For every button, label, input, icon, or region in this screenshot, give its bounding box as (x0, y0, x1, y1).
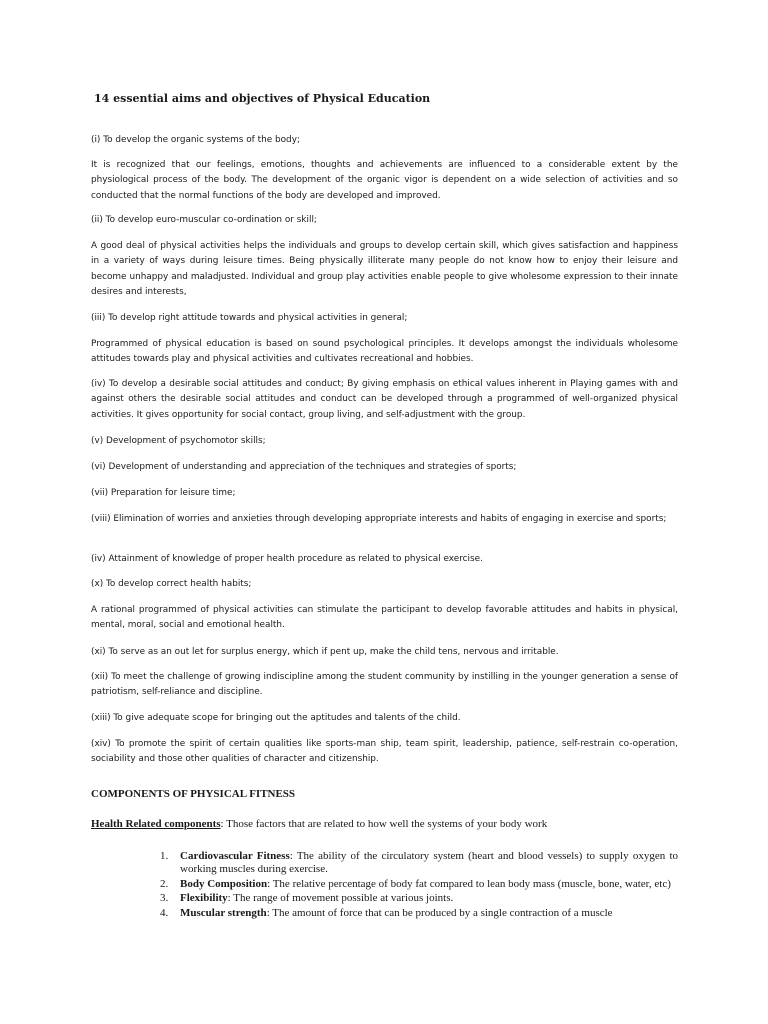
aim-heading: (v) Development of psychomotor skills; (91, 436, 266, 446)
item-number: 4. (160, 906, 169, 919)
paragraph: It is recognized that our feelings, emotions, thoughts and achievements are influenced to a considerable extent by the physiological process of the body. The development of the organic vigor is dependent on a wide selection of activities and so conducted that the normal functions of the body are developed and improved. (91, 160, 678, 201)
item-term: Flexibility (180, 892, 228, 904)
item-number: 1. (160, 850, 169, 862)
paragraph: A good deal of physical activities helps the individuals and groups to develop certain skill, which gives satisfaction and happiness in a variety of ways during leisure times. Being physically illiterate many people do not know how to enjoy their leisure and become unhappy and maladjusted. Individual and group play activities enable people to give wholesome expression to their innate desires and interests, (91, 241, 678, 297)
aim-heading: (xiii) To give adequate scope for bringing out the aptitudes and talents of the child. (91, 713, 461, 723)
aim-heading: (xi) To serve as an out let for surplus energy, which if pent up, make the child tens, nervous and irritable. (91, 647, 559, 657)
list-item (160, 850, 678, 876)
paragraph: Programmed of physical education is based on sound psychological principles. It develops amongst the individuals wholesome attitudes towards play and physical activities and cultivates recreational and hobbies. (91, 339, 678, 365)
item-number: 2. (160, 877, 169, 890)
list-item (160, 892, 678, 905)
item-number: 3. (160, 892, 169, 904)
item-term: Muscular strength (180, 906, 267, 919)
intro-text: : Those factors that are related to how well the systems of your body work (220, 818, 548, 830)
components-list (160, 850, 678, 921)
aim-heading: (vii) Preparation for leisure time; (91, 488, 236, 498)
aim-heading: (x) To develop correct health habits; (91, 579, 252, 589)
intro-label: Health Related components (91, 818, 221, 830)
item-desc: : The range of movement possible at various joints. (227, 892, 454, 904)
page-title: 14 essential aims and objectives of Physical Education (94, 92, 431, 105)
aim-heading: (iv) Attainment of knowledge of proper health procedure as related to physical exercise. (91, 554, 483, 564)
item-desc: : The amount of force that can be produced by a single contraction of a muscle (266, 906, 613, 919)
components-heading: COMPONENTS OF PHYSICAL FITNESS (91, 788, 296, 800)
aim-paragraph: (xiv) To promote the spirit of certain qualities like sports-man ship, team spirit, leadership, patience, self-restrain co-operation, sociability and those other qualities of character and citizenship. (91, 739, 678, 765)
aim-paragraph: (iv) To develop a desirable social attitudes and conduct; By giving emphasis on ethical values inherent in Playing games with and against others the desirable social attitudes and conduct can be developed through a programmed of well-organized physical activities. It gives opportunity for social contact, group living, and self-adjustment with the group. (91, 379, 678, 420)
item-desc: : The relative percentage of body fat compared to lean body mass (muscle, bone, water, etc) (267, 877, 671, 890)
aim-heading: (i) To develop the organic systems of the body; (91, 135, 300, 145)
components-intro (91, 818, 547, 830)
aim-heading: (vi) Development of understanding and appreciation of the techniques and strategies of sports; (91, 462, 517, 472)
paragraph: A rational programmed of physical activities can stimulate the participant to develop favorable attitudes and habits in physical, mental, moral, social and emotional health. (91, 605, 678, 631)
item-term: Cardiovascular Fitness (180, 850, 290, 862)
list-item (160, 907, 678, 920)
aim-paragraph: (xii) To meet the challenge of growing indiscipline among the student community by instilling in the younger generation a sense of patriotism, self-reliance and discipline. (91, 672, 678, 698)
item-term: Body Composition (180, 877, 268, 890)
aim-paragraph: (viii) Elimination of worries and anxieties through developing appropriate interests and habits of engaging in exercise and sports; (91, 514, 667, 524)
item-desc: : The ability of the circulatory system (heart and blood vessels) to supply oxygen to working muscles during exercise. (180, 850, 678, 875)
aim-heading: (iii) To develop right attitude towards and physical activities in general; (91, 313, 408, 323)
list-item (160, 878, 678, 891)
aim-heading: (ii) To develop euro-muscular co-ordination or skill; (91, 215, 317, 225)
